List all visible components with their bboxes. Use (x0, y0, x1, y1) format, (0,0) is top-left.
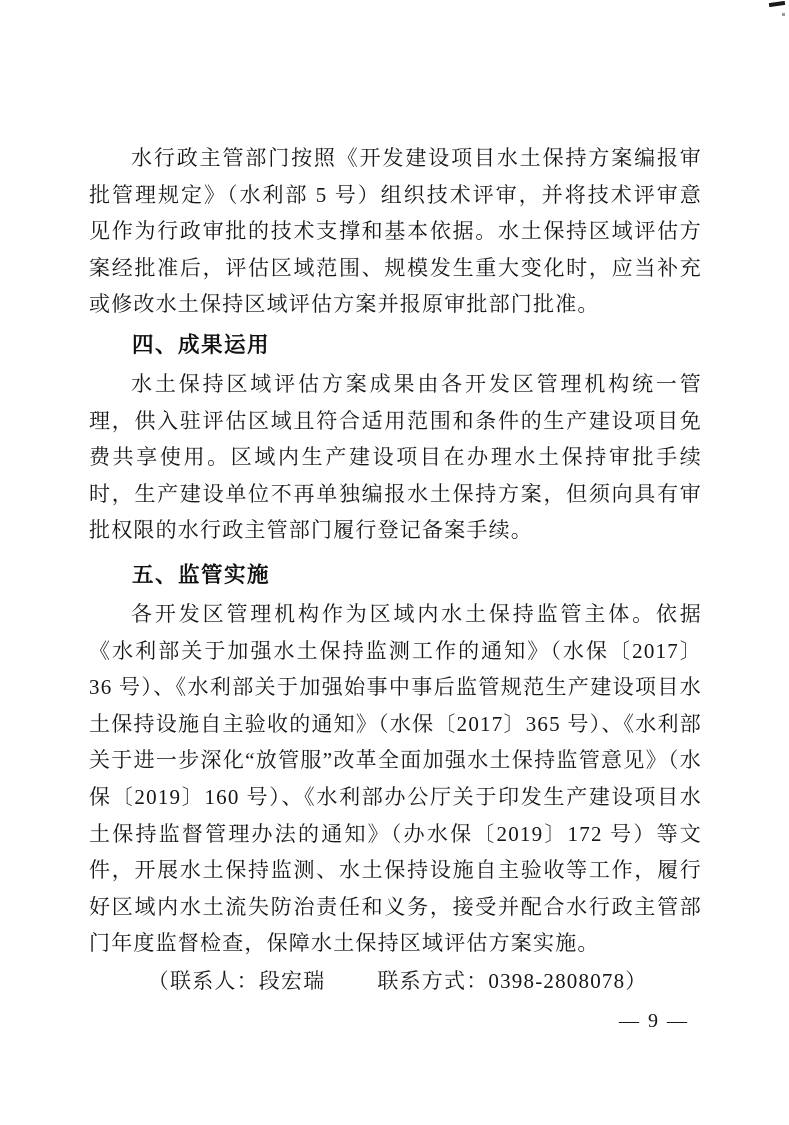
contact-line (89, 963, 702, 1000)
intro-paragraph: 水行政主管部门按照《开发建设项目水土保持方案编报审批管理规定》（水利部 5 号）组织技术评审，并将技术评审意见作为行政审批的技术支撑和基本依据。水土保持区域评估方案经批准后，评估区域范围、规模发生重大变化时，应当补充或修改水土保持区域评估方案并报原审批部门批准。 (89, 146, 702, 317)
page-number: — 9 — (619, 1010, 689, 1032)
contact-method: 联系方式：0398-2808078） (377, 968, 648, 993)
section-body-supervision-implementation: 各开发区管理机构作为区域内水土保持监管主体。依据《水利部关于加强水土保持监测工作的通知》（水保〔2017〕36 号）、《水利部关于加强始事中事后监管规范生产建设项目水土保持设施自主验收的通知》（水保〔2017〕365 号）、《水利部关于进一步深化“放管服”改革全面加强水土保持监管意见》（水保〔2019〕160 号）、《水利部办公厅关于印发生产建设项目水土保持监督管理办法的通知》（办水保〔2019〕172 号）等文件，开展水土保持监测、水土保持设施自主验收等工作，履行好区域内水土流失防治责任和义务，接受并配合水行政主管部门年度监督检查，保障水土保持区域评估方案实施。 (89, 601, 702, 956)
section-heading-supervision-implementation: 五、监管实施 (132, 562, 271, 587)
document-content (89, 140, 702, 1000)
section-body-results-application: 水土保持区域评估方案成果由各开发区管理机构统一管理，供入驻评估区域且符合适用范围和条件的生产建设项目免费共享使用。区域内生产建设项目在办理水土保持审批手续时，生产建设单位不再单独编报水土保持方案，但须向具有审批权限的水行政主管部门履行登记备案手续。 (89, 371, 702, 543)
scan-artifact-mark (769, 1, 785, 7)
scan-artifact-dot (782, 13, 785, 16)
contact-person: （联系人：段宏瑞 (147, 968, 326, 993)
section-heading-results-application: 四、成果运用 (132, 332, 271, 357)
